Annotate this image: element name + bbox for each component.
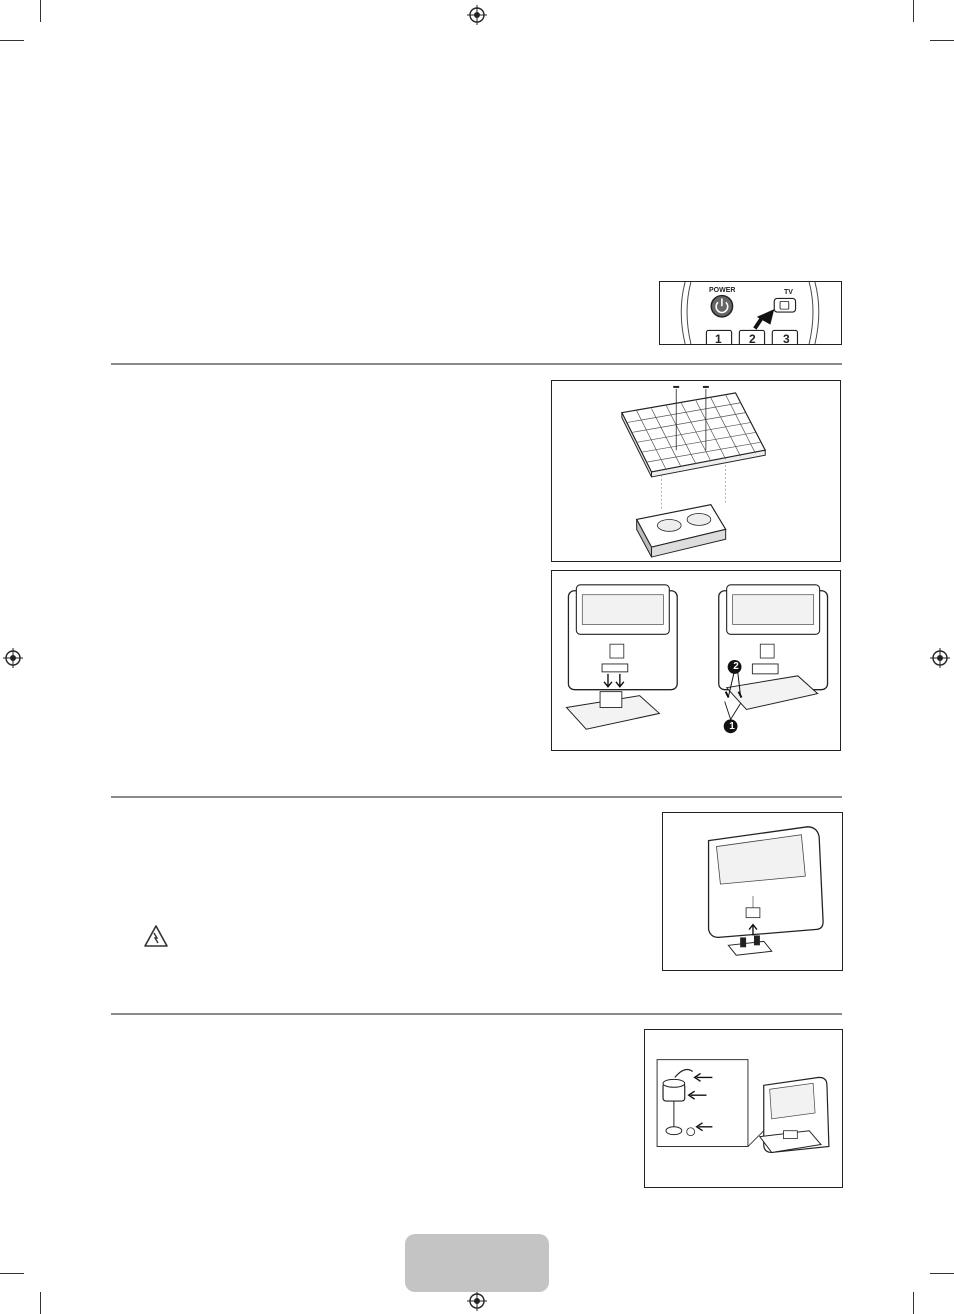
tv-mount-on-stand-illustration [551, 570, 841, 751]
step-marker-1: 1 [729, 721, 735, 732]
tv-button-label: TV [784, 289, 793, 296]
stand-removal-illustration [662, 812, 843, 971]
registration-mark-icon [467, 4, 487, 26]
stand-base-assembly-illustration [551, 380, 841, 562]
security-lock-illustration [644, 1029, 843, 1188]
number-key-1: 1 [715, 332, 722, 345]
caution-icon [143, 924, 169, 948]
step-marker-2: 2 [733, 661, 739, 672]
number-key-3: 3 [783, 332, 790, 345]
registration-mark-icon [467, 1290, 487, 1312]
registration-mark-icon [3, 647, 23, 669]
section-divider [111, 796, 842, 798]
section-divider [111, 363, 842, 365]
registration-mark-icon [930, 647, 950, 669]
power-button-label: POWER [709, 287, 736, 294]
number-key-2: 2 [749, 332, 756, 345]
remote-control-illustration [659, 281, 842, 345]
page-number-tab [405, 1234, 549, 1292]
section-divider [111, 1013, 842, 1015]
